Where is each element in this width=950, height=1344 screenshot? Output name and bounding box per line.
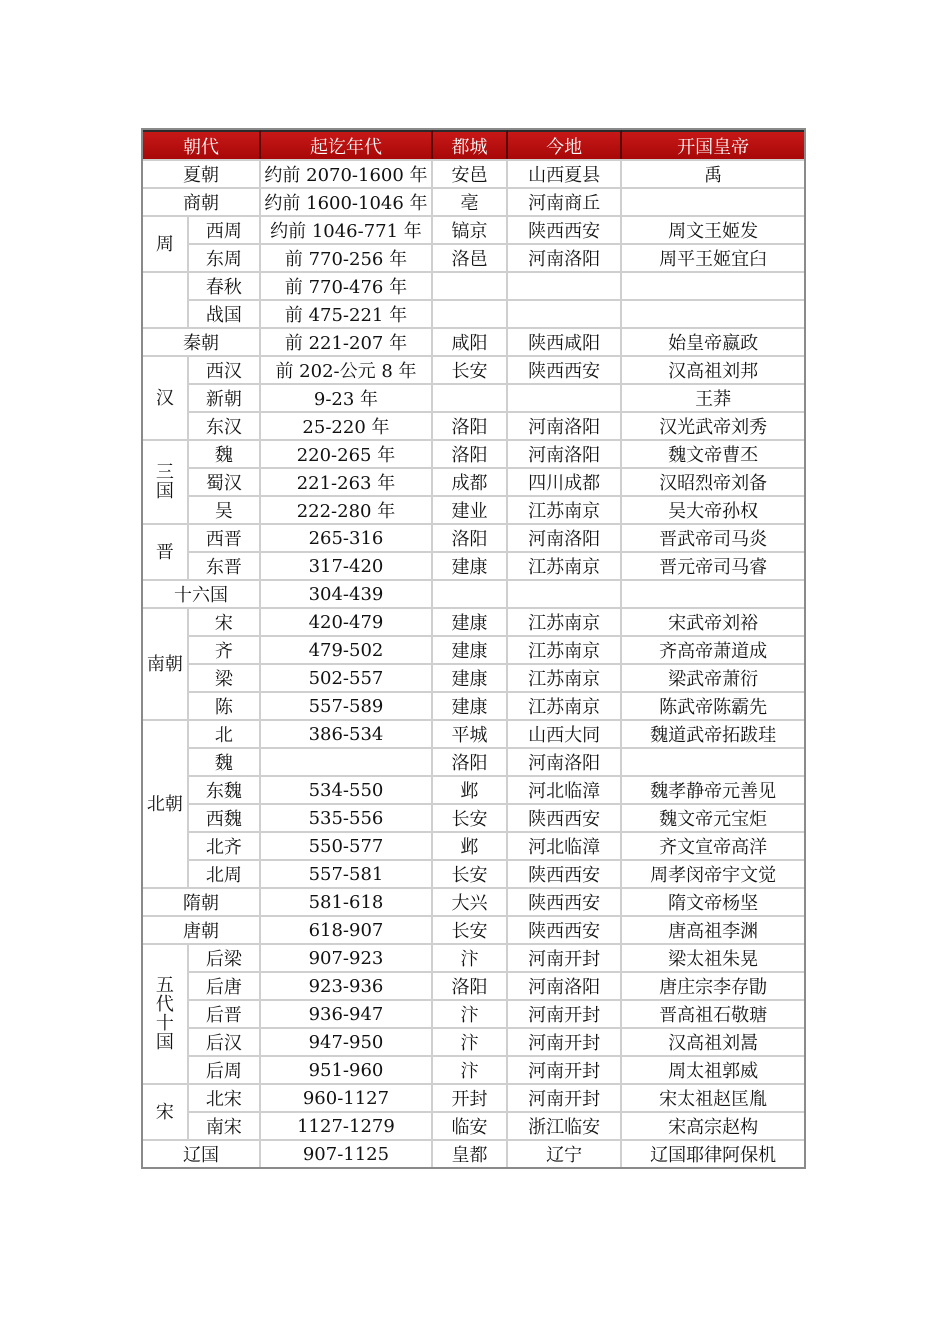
years-cell: 947-950 (261, 1027, 433, 1055)
founder-cell: 周平王姬宜臼 (622, 243, 804, 271)
group-name-cell: 宋 (143, 1083, 189, 1139)
sub-dynasty-cell: 吴 (189, 495, 261, 523)
founder-cell: 晋高祖石敬瑭 (622, 999, 804, 1027)
sub-dynasty-cell: 春秋 (189, 271, 261, 299)
capital-cell: 洛邑 (433, 243, 508, 271)
sub-dynasty-cell: 东汉 (189, 411, 261, 439)
table-row (143, 887, 804, 915)
years-cell: 502-557 (261, 663, 433, 691)
founder-cell (622, 271, 804, 299)
years-cell: 304-439 (261, 579, 433, 607)
founder-cell: 宋高宗赵构 (622, 1111, 804, 1139)
table-row (143, 1139, 804, 1167)
years-cell: 951-960 (261, 1055, 433, 1083)
table-row (143, 327, 804, 355)
founder-cell: 齐文宣帝高洋 (622, 831, 804, 859)
table-row (143, 747, 804, 775)
dynasty-name-cell: 商朝 (143, 187, 261, 215)
header-founder: 开国皇帝 (622, 130, 804, 159)
founder-cell: 周孝闵帝宇文觉 (622, 859, 804, 887)
table-row (143, 1055, 804, 1083)
founder-cell: 唐高祖李渊 (622, 915, 804, 943)
table-row (143, 775, 804, 803)
capital-cell: 亳 (433, 187, 508, 215)
location-cell: 河南洛阳 (508, 971, 622, 999)
founder-cell: 禹 (622, 159, 804, 187)
sub-dynasty-cell: 北宋 (189, 1083, 261, 1111)
location-cell: 河南商丘 (508, 187, 622, 215)
location-cell: 四川成都 (508, 467, 622, 495)
sub-dynasty-cell: 魏 (189, 747, 261, 775)
table-row (143, 663, 804, 691)
years-cell: 907-1125 (261, 1139, 433, 1167)
table-row (143, 1027, 804, 1055)
capital-cell: 临安 (433, 1111, 508, 1139)
table-row (143, 383, 804, 411)
dynasty-name-cell: 夏朝 (143, 159, 261, 187)
capital-cell: 建康 (433, 551, 508, 579)
founder-cell: 梁太祖朱晃 (622, 943, 804, 971)
capital-cell: 建康 (433, 635, 508, 663)
founder-cell: 魏文帝元宝炬 (622, 803, 804, 831)
capital-cell: 平城 (433, 719, 508, 747)
table-row (143, 439, 804, 467)
location-cell: 河南洛阳 (508, 411, 622, 439)
founder-cell: 周太祖郭威 (622, 1055, 804, 1083)
location-cell: 陕西咸阳 (508, 327, 622, 355)
table-row (143, 215, 804, 243)
dynasty-name-cell: 辽国 (143, 1139, 261, 1167)
capital-cell: 建康 (433, 691, 508, 719)
capital-cell: 镐京 (433, 215, 508, 243)
sub-dynasty-cell: 后唐 (189, 971, 261, 999)
sub-dynasty-cell: 魏 (189, 439, 261, 467)
group-name-cell (143, 439, 189, 523)
years-cell: 960-1127 (261, 1083, 433, 1111)
capital-cell: 开封 (433, 1083, 508, 1111)
founder-cell: 晋武帝司马炎 (622, 523, 804, 551)
years-cell (261, 747, 433, 775)
capital-cell: 邺 (433, 775, 508, 803)
capital-cell (433, 579, 508, 607)
founder-cell: 汉高祖刘邦 (622, 355, 804, 383)
dynasty-table (141, 128, 806, 1169)
group-name-cell (143, 271, 189, 327)
header-capital: 都城 (433, 130, 508, 159)
sub-dynasty-cell: 齐 (189, 635, 261, 663)
sub-dynasty-cell: 北周 (189, 859, 261, 887)
years-cell: 936-947 (261, 999, 433, 1027)
table-row (143, 831, 804, 859)
sub-dynasty-cell: 西周 (189, 215, 261, 243)
sub-dynasty-cell: 后周 (189, 1055, 261, 1083)
years-cell: 534-550 (261, 775, 433, 803)
years-cell: 221-263 年 (261, 467, 433, 495)
capital-cell: 建康 (433, 607, 508, 635)
capital-cell: 长安 (433, 803, 508, 831)
founder-cell: 魏道武帝拓跋珪 (622, 719, 804, 747)
location-cell: 河南开封 (508, 1027, 622, 1055)
founder-cell: 魏孝静帝元善见 (622, 775, 804, 803)
years-cell: 前 221-207 年 (261, 327, 433, 355)
location-cell (508, 383, 622, 411)
years-cell: 923-936 (261, 971, 433, 999)
table-row (143, 467, 804, 495)
founder-cell: 唐庄宗李存勖 (622, 971, 804, 999)
founder-cell: 汉昭烈帝刘备 (622, 467, 804, 495)
location-cell: 河南开封 (508, 999, 622, 1027)
sub-dynasty-cell: 北 (189, 719, 261, 747)
group-name-char: 三 (155, 462, 174, 483)
dynasty-name-cell: 十六国 (143, 579, 261, 607)
table-row (143, 691, 804, 719)
location-cell: 河南洛阳 (508, 243, 622, 271)
group-name-cell: 晋 (143, 523, 189, 579)
years-cell: 386-534 (261, 719, 433, 747)
dynasty-name-cell: 秦朝 (143, 327, 261, 355)
table-row (143, 859, 804, 887)
sub-dynasty-cell: 东周 (189, 243, 261, 271)
sub-dynasty-cell: 后梁 (189, 943, 261, 971)
founder-cell: 晋元帝司马睿 (622, 551, 804, 579)
table-row (143, 355, 804, 383)
location-cell: 河南开封 (508, 1055, 622, 1083)
founder-cell: 魏文帝曹丕 (622, 439, 804, 467)
founder-cell: 梁武帝萧衍 (622, 663, 804, 691)
sub-dynasty-cell: 宋 (189, 607, 261, 635)
table-row (143, 971, 804, 999)
sub-dynasty-cell: 后晋 (189, 999, 261, 1027)
table-row (143, 159, 804, 187)
table-row (143, 635, 804, 663)
capital-cell (433, 383, 508, 411)
founder-cell (622, 187, 804, 215)
table-row (143, 411, 804, 439)
capital-cell: 建康 (433, 663, 508, 691)
founder-cell: 汉光武帝刘秀 (622, 411, 804, 439)
table-row (143, 187, 804, 215)
location-cell: 河北临漳 (508, 775, 622, 803)
location-cell (508, 579, 622, 607)
table-row (143, 1111, 804, 1139)
group-name-char: 五 (155, 975, 174, 996)
location-cell: 江苏南京 (508, 495, 622, 523)
founder-cell (622, 299, 804, 327)
founder-cell: 汉高祖刘暠 (622, 1027, 804, 1055)
table-row (143, 299, 804, 327)
sub-dynasty-cell: 蜀汉 (189, 467, 261, 495)
location-cell: 陕西西安 (508, 355, 622, 383)
header-row (143, 130, 804, 159)
years-cell: 618-907 (261, 915, 433, 943)
location-cell: 河南开封 (508, 943, 622, 971)
table-row (143, 495, 804, 523)
capital-cell: 洛阳 (433, 523, 508, 551)
capital-cell (433, 271, 508, 299)
years-cell: 550-577 (261, 831, 433, 859)
location-cell: 河北临漳 (508, 831, 622, 859)
table-row (143, 943, 804, 971)
years-cell: 约前 1600-1046 年 (261, 187, 433, 215)
years-cell: 前 770-476 年 (261, 271, 433, 299)
dynasty-name-cell: 唐朝 (143, 915, 261, 943)
years-cell: 约前 2070-1600 年 (261, 159, 433, 187)
years-cell: 557-589 (261, 691, 433, 719)
location-cell (508, 299, 622, 327)
sub-dynasty-cell: 南宋 (189, 1111, 261, 1139)
group-name-char: 十 (155, 1013, 174, 1034)
founder-cell: 隋文帝杨坚 (622, 887, 804, 915)
years-cell: 前 770-256 年 (261, 243, 433, 271)
founder-cell: 辽国耶律阿保机 (622, 1139, 804, 1167)
capital-cell: 咸阳 (433, 327, 508, 355)
location-cell: 浙江临安 (508, 1111, 622, 1139)
sub-dynasty-cell: 战国 (189, 299, 261, 327)
table-row (143, 271, 804, 299)
capital-cell: 成都 (433, 467, 508, 495)
founder-cell: 宋武帝刘裕 (622, 607, 804, 635)
sub-dynasty-cell: 东魏 (189, 775, 261, 803)
location-cell: 江苏南京 (508, 551, 622, 579)
founder-cell: 吴大帝孙权 (622, 495, 804, 523)
capital-cell: 建业 (433, 495, 508, 523)
location-cell: 山西大同 (508, 719, 622, 747)
location-cell: 陕西西安 (508, 803, 622, 831)
capital-cell: 长安 (433, 915, 508, 943)
sub-dynasty-cell: 梁 (189, 663, 261, 691)
years-cell: 907-923 (261, 943, 433, 971)
header-location: 今地 (508, 130, 622, 159)
table-row (143, 243, 804, 271)
location-cell: 陕西西安 (508, 887, 622, 915)
table-row (143, 803, 804, 831)
location-cell: 陕西西安 (508, 859, 622, 887)
location-cell: 河南洛阳 (508, 747, 622, 775)
location-cell: 江苏南京 (508, 691, 622, 719)
sub-dynasty-cell: 西汉 (189, 355, 261, 383)
sub-dynasty-cell: 东晋 (189, 551, 261, 579)
location-cell: 河南开封 (508, 1083, 622, 1111)
header-dynasty: 朝代 (143, 130, 261, 159)
sub-dynasty-cell: 陈 (189, 691, 261, 719)
sub-dynasty-cell: 新朝 (189, 383, 261, 411)
years-cell: 265-316 (261, 523, 433, 551)
capital-cell: 洛阳 (433, 411, 508, 439)
group-name-char: 代 (155, 994, 174, 1015)
group-name-cell: 汉 (143, 355, 189, 439)
capital-cell: 皇都 (433, 1139, 508, 1167)
years-cell: 约前 1046-771 年 (261, 215, 433, 243)
capital-cell: 洛阳 (433, 971, 508, 999)
group-name-cell: 周 (143, 215, 189, 271)
capital-cell: 安邑 (433, 159, 508, 187)
capital-cell: 洛阳 (433, 747, 508, 775)
table-row (143, 607, 804, 635)
location-cell: 河南洛阳 (508, 523, 622, 551)
capital-cell: 长安 (433, 355, 508, 383)
capital-cell: 大兴 (433, 887, 508, 915)
founder-cell: 始皇帝嬴政 (622, 327, 804, 355)
capital-cell: 汴 (433, 1055, 508, 1083)
years-cell: 220-265 年 (261, 439, 433, 467)
years-cell: 420-479 (261, 607, 433, 635)
years-cell: 317-420 (261, 551, 433, 579)
capital-cell: 汴 (433, 943, 508, 971)
group-name-char: 国 (155, 1032, 174, 1053)
founder-cell (622, 747, 804, 775)
sub-dynasty-cell: 后汉 (189, 1027, 261, 1055)
capital-cell: 长安 (433, 859, 508, 887)
years-cell: 1127-1279 (261, 1111, 433, 1139)
location-cell: 陕西西安 (508, 915, 622, 943)
years-cell: 25-220 年 (261, 411, 433, 439)
years-cell: 前 202-公元 8 年 (261, 355, 433, 383)
group-name-cell: 北朝 (143, 719, 189, 887)
location-cell: 江苏南京 (508, 607, 622, 635)
years-cell: 581-618 (261, 887, 433, 915)
founder-cell: 齐高帝萧道成 (622, 635, 804, 663)
location-cell: 河南洛阳 (508, 439, 622, 467)
group-name-cell: 南朝 (143, 607, 189, 719)
location-cell (508, 271, 622, 299)
table-row (143, 719, 804, 747)
founder-cell (622, 579, 804, 607)
years-cell: 557-581 (261, 859, 433, 887)
group-name-cell (143, 943, 189, 1083)
years-cell: 479-502 (261, 635, 433, 663)
founder-cell: 宋太祖赵匡胤 (622, 1083, 804, 1111)
years-cell: 222-280 年 (261, 495, 433, 523)
founder-cell: 周文王姬发 (622, 215, 804, 243)
group-name-char: 国 (155, 481, 174, 502)
capital-cell (433, 299, 508, 327)
sub-dynasty-cell: 西魏 (189, 803, 261, 831)
capital-cell: 汴 (433, 999, 508, 1027)
founder-cell: 王莽 (622, 383, 804, 411)
location-cell: 陕西西安 (508, 215, 622, 243)
table-row (143, 999, 804, 1027)
table-row (143, 551, 804, 579)
capital-cell: 汴 (433, 1027, 508, 1055)
years-cell: 9-23 年 (261, 383, 433, 411)
table-row (143, 523, 804, 551)
location-cell: 江苏南京 (508, 663, 622, 691)
table-body (143, 159, 804, 1167)
table-row (143, 579, 804, 607)
header-years: 起讫年代 (261, 130, 433, 159)
table-row (143, 915, 804, 943)
years-cell: 535-556 (261, 803, 433, 831)
dynasty-name-cell: 隋朝 (143, 887, 261, 915)
founder-cell: 陈武帝陈霸先 (622, 691, 804, 719)
sub-dynasty-cell: 北齐 (189, 831, 261, 859)
years-cell: 前 475-221 年 (261, 299, 433, 327)
capital-cell: 邺 (433, 831, 508, 859)
capital-cell: 洛阳 (433, 439, 508, 467)
location-cell: 辽宁 (508, 1139, 622, 1167)
location-cell: 山西夏县 (508, 159, 622, 187)
location-cell: 江苏南京 (508, 635, 622, 663)
sub-dynasty-cell: 西晋 (189, 523, 261, 551)
table-row (143, 1083, 804, 1111)
